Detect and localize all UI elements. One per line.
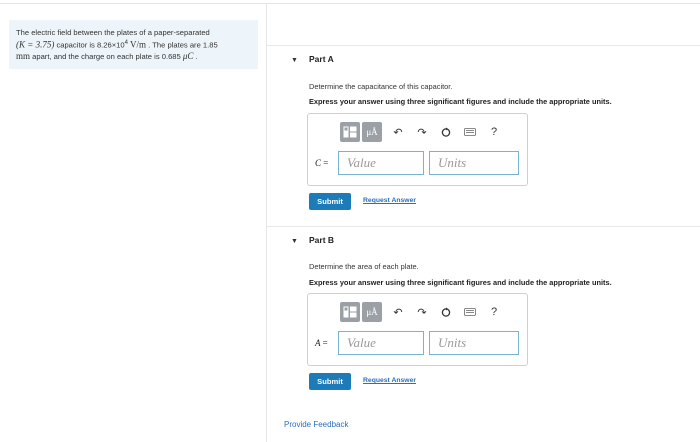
equals-sign: = (323, 158, 329, 168)
undo-icon[interactable]: ↶ (393, 306, 403, 319)
charge-unit: μC (182, 50, 194, 61)
part-b-toolbar (340, 302, 502, 322)
reset-icon[interactable] (438, 122, 454, 142)
part-b-title: Part B (309, 235, 335, 245)
part-a-request-answer-link[interactable]: Request Answer (363, 197, 417, 204)
part-a-units-input[interactable]: Units (429, 151, 519, 175)
part-b-header[interactable] (267, 226, 700, 256)
problem-text-3: . The plates are 1.85 (146, 40, 218, 50)
variable-symbol: A (315, 338, 321, 348)
problem-text-1: The electric field between the plates of a paper-separated (16, 28, 210, 37)
collapse-caret-icon[interactable]: ▼ (291, 57, 298, 64)
units-button[interactable]: μÅ (362, 122, 382, 142)
part-b-instruction: Express your answer using three significant figures and include the appropriate units. (309, 278, 612, 287)
help-icon[interactable]: ? (490, 126, 498, 138)
redo-icon[interactable]: ↷ (417, 306, 427, 319)
equals-sign: = (322, 338, 328, 348)
variable-symbol: C (315, 158, 322, 168)
exponent: 4 (124, 40, 128, 46)
part-b-units-input[interactable]: Units (429, 331, 519, 355)
part-a-toolbar (340, 122, 502, 142)
problem-statement (9, 20, 258, 69)
problem-text-5: . (193, 51, 198, 61)
part-a-question: Determine the capacitance of this capacitor. (309, 82, 453, 91)
part-b-request-answer-link[interactable]: Request Answer (363, 377, 417, 384)
templates-icon[interactable] (340, 122, 360, 142)
templates-icon[interactable] (340, 302, 360, 322)
collapse-caret-icon[interactable]: ▼ (291, 238, 298, 245)
help-icon[interactable]: ? (490, 306, 498, 318)
part-a-value-input[interactable]: Value (338, 151, 424, 175)
part-a-submit-button[interactable]: Submit (309, 193, 351, 210)
part-a-variable-label (315, 158, 328, 168)
dielectric-constant: (K = 3.75) (16, 39, 55, 50)
part-a-instruction: Express your answer using three significant figures and include the appropriate units. (309, 97, 612, 106)
redo-icon[interactable]: ↷ (417, 126, 427, 139)
units-button[interactable]: μÅ (362, 302, 382, 322)
part-b-question: Determine the area of each plate. (309, 262, 419, 271)
part-b-value-input[interactable]: Value (338, 331, 424, 355)
keyboard-icon[interactable] (462, 302, 478, 322)
reset-icon[interactable] (438, 302, 454, 322)
distance-unit: mm (16, 50, 31, 61)
field-unit: V/m (127, 39, 147, 50)
part-b-submit-button[interactable]: Submit (309, 373, 351, 390)
part-a-header[interactable] (267, 45, 700, 75)
top-border (0, 3, 700, 4)
problem-text-2: capacitor is 8.26×10 (54, 40, 125, 50)
provide-feedback-link[interactable]: Provide Feedback (284, 420, 349, 429)
problem-text-4: apart, and the charge on each plate is 0.685 (30, 51, 183, 61)
part-b-variable-label (315, 338, 328, 348)
part-a-answer-box (307, 113, 528, 186)
part-a-title: Part A (309, 54, 334, 64)
keyboard-icon[interactable] (462, 122, 478, 142)
part-b-answer-box (307, 293, 528, 366)
undo-icon[interactable]: ↶ (393, 126, 403, 139)
